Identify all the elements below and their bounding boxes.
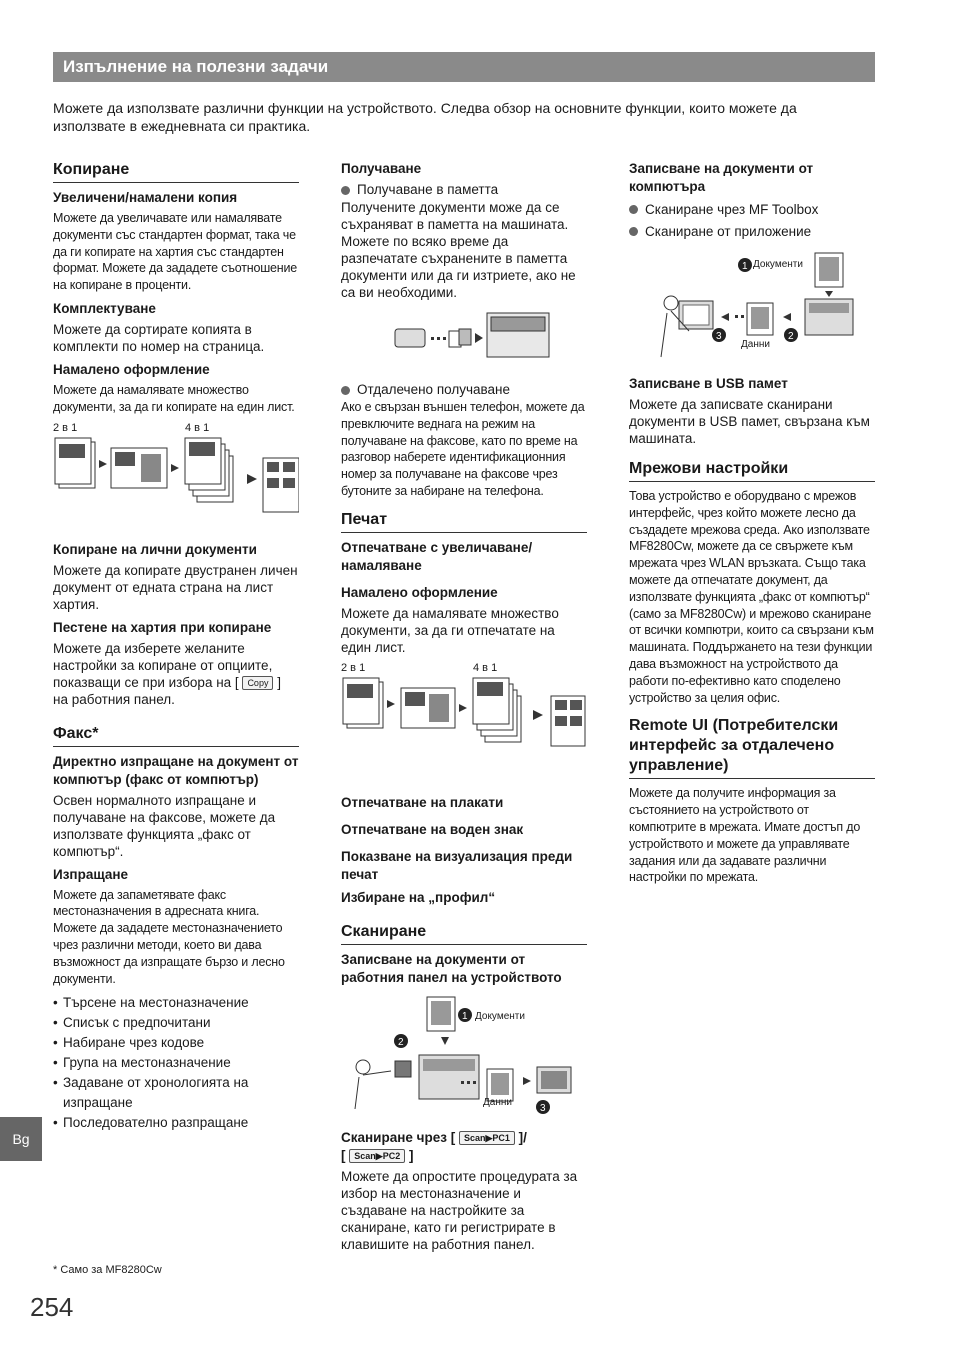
scan-heading: Сканиране xyxy=(341,922,587,945)
list-item: • Група на местоназначение xyxy=(53,1053,299,1073)
fax-pc-text: Освен нормалното изпращане и получаване на факсове, можете да използвате функцията „факс от компютър“. xyxy=(53,792,276,859)
copy-enlarge-text: Можете да увеличавате или намалявате документи със стандартен формат, така че да ги копирате на хартия със стандартен формат. Можете да зададете съотношение на копиране в проценти. xyxy=(53,211,298,293)
copy-layout-figure xyxy=(53,422,299,527)
copy-paper-heading: Пестене на хартия при копиране xyxy=(53,619,272,635)
page-number: 254 xyxy=(30,1292,74,1322)
receive-heading: Получаване xyxy=(341,161,422,176)
svg-text:3: 3 xyxy=(540,1102,546,1114)
copy-paper-text-1: Можете да изберете желаните настройки за копиране от опциите, показващи се при избора на xyxy=(53,640,273,690)
print-preview-heading: Показване на визуализация преди печат xyxy=(341,848,573,882)
receive-remote-text: Ако е свързан външен телефон, можете да превключите веднага на режим на получаване на факсове, като по време на разговор наберете идентификационния номер за получаване на факсове чрез бутоните за набиране на телефона. xyxy=(341,400,585,498)
print-layout-figure xyxy=(341,662,587,780)
remote-ui-heading: Remote UI (Потребителски интерфейс за отдалечено управление) xyxy=(629,716,875,779)
list-item: • Последователно разпращане xyxy=(53,1113,299,1133)
usb-heading: Записване в USB памет xyxy=(629,376,788,391)
fax-send-list xyxy=(53,993,299,1133)
copy-paper-text: Можете да изберете желаните настройки за копиране от опциите, показващи се при избора на [ Copy ] на работния панел. xyxy=(53,640,281,707)
scan-pc2-key: Scan▶PC2 xyxy=(349,1149,405,1163)
copy-enlarge-heading: Увеличени/намалени копия xyxy=(53,190,238,205)
list-item: • Задаване от хронологията на изпращане xyxy=(53,1073,299,1113)
fax-machine-illustration xyxy=(341,307,587,365)
copy-layout-illustration xyxy=(53,434,299,526)
remote-ui-text: Можете да получите информация за състоянието на устройството от компютрите в мрежата. Имате достъп до устройството и можете да управлявате задания или да задавате различни настройки по мрежата. xyxy=(629,786,861,885)
print-heading: Печат xyxy=(341,510,587,533)
scan-buttons-heading-4: ] xyxy=(408,1147,414,1163)
print-reduced-heading: Намалено оформление xyxy=(341,584,498,600)
scan-buttons-heading-3: [ xyxy=(341,1147,346,1163)
scan-buttons-text: Можете да опростите процедурата за избор на местоназначение и създаване на настройките за сканиране, като ги регистрирате в клавишите на работния панел. xyxy=(341,1168,578,1252)
scan-buttons-heading-2: ]/ xyxy=(518,1129,527,1145)
print-enlarge-heading: Отпечатване с увеличаване/ намаляване xyxy=(341,539,533,573)
scanpc-list xyxy=(629,199,875,243)
list-item: • Списък с предпочитани xyxy=(53,1013,299,1033)
network-heading: Мрежови настройки xyxy=(629,459,875,482)
column-2 xyxy=(341,160,587,1259)
banner-title: Изпълнение на полезни задачи xyxy=(63,57,329,76)
copy-paper-text-2: на работния панел. xyxy=(53,691,175,707)
scanpc-figure xyxy=(629,249,875,361)
print-poster-heading: Отпечатване на плакати xyxy=(341,794,504,810)
scan-fig-data-label: Данни xyxy=(483,1096,512,1108)
copy-collate-heading: Комплектуване xyxy=(53,300,156,316)
network-text: Това устройство е оборудвано с мрежов интерфейс, чрез който можете лесно да създадете мрежова среда. Ако използвате MF8280Cw, можете да се свържете към мрежата чрез WLAN връзката. Също така можете да отпечатате документ, да използвате функцията „факс от компютър“ (само за MF8280Cw) и мрежово сканиране от всички компютри, които са свързани към машината. Поддържането на тези функции дава възможност на устройството да работи по-ефективно като споделено устройство за целия офис. xyxy=(629,489,874,705)
list-item: • Набиране чрез кодове xyxy=(53,1033,299,1053)
column-3 xyxy=(629,160,875,892)
print-profile-heading: Избиране на „профил“ xyxy=(341,889,496,905)
column-1 xyxy=(53,160,299,1139)
fax-heading: Факс* xyxy=(53,724,299,747)
list-item: Сканиране чрез MF Toolbox xyxy=(629,199,875,221)
list-item: Сканиране от приложение xyxy=(629,221,875,243)
scan-fig-docs-label: Документи xyxy=(475,1010,525,1022)
intro-text: Можете да използвате различни функции на устройството. Следва обзор на основните функции, които можете да използвате в ежедневната си практика. xyxy=(53,100,797,134)
svg-text:2: 2 xyxy=(788,331,794,342)
svg-text:2: 2 xyxy=(398,1036,404,1048)
scan-buttons-heading xyxy=(341,1129,587,1165)
usb-text: Можете да записвате сканирани документи в USB памет, свързана към машината. xyxy=(629,397,870,446)
scan-panel-heading: Записване на документи от работния панел на устройството xyxy=(341,951,562,985)
section-banner xyxy=(53,52,875,82)
copy-id-text: Можете да копирате двустранен личен документ от едната страна на лист хартия. xyxy=(53,562,298,612)
fax-pc-heading: Директно изпращане на документ от компютър (факс от компютър) xyxy=(53,753,299,787)
svg-text:3: 3 xyxy=(716,331,722,342)
print-watermark-heading: Отпечатване на воден знак xyxy=(341,821,524,837)
copy-4in1-label: 4 в 1 xyxy=(185,421,210,434)
copy-key-button: Copy xyxy=(242,676,273,690)
scan-buttons-heading-1: Сканиране чрез [ xyxy=(341,1129,456,1145)
print-layout-illustration xyxy=(341,674,587,774)
scanpc-heading: Записване на документи от компютъра xyxy=(629,161,814,194)
copy-id-heading: Копиране на лични документи xyxy=(53,541,257,557)
svg-text:1: 1 xyxy=(742,261,748,272)
scanpc-fig-docs-label: Документи xyxy=(753,259,803,270)
copy-reduced-text: Можете да намалявате множество документи, за да ги копирате на един лист. xyxy=(53,382,295,414)
print-reduced-text: Можете да намалявате множество документи, за да ги отпечатате на един лист. xyxy=(341,605,559,655)
copy-collate-text: Можете да сортирате копията в комплекти по номер на страница. xyxy=(53,321,265,354)
receive-remote-item: Отдалечено получаване xyxy=(341,381,587,399)
scan-panel-figure xyxy=(341,991,587,1115)
fax-send-heading: Изпращане xyxy=(53,866,129,882)
receive-memory-text: Получените документи може да се съхраняват в паметта на машината. Можете по всяко време да разпечатате съхранените в паметта документи или да ги изтриете, ако не са ви необходими. xyxy=(341,200,576,300)
receive-memory-item: Получаване в паметта xyxy=(341,181,587,199)
list-item: • Търсене на местоназначение xyxy=(53,993,299,1013)
copy-2in1-label: 2 в 1 xyxy=(53,421,78,434)
scan-panel-illustration xyxy=(341,991,587,1115)
fax-send-text: Можете да запаметявате факс местоназначения в адресната книга. Можете да зададете местоназначението чрез различни методи, което ви дава възможност да изпращате бързо и лесно документи. xyxy=(53,887,285,986)
svg-text:1: 1 xyxy=(462,1010,468,1022)
receive-figure xyxy=(341,307,587,367)
print-2in1-label: 2 в 1 xyxy=(341,661,366,674)
copy-reduced-heading: Намалено оформление xyxy=(53,361,210,377)
footnote: * Само за MF8280Cw xyxy=(53,1264,162,1276)
scanpc-fig-data-label: Данни xyxy=(741,339,770,350)
copy-heading: Копиране xyxy=(53,160,299,183)
language-tab: Bg xyxy=(0,1117,42,1161)
scan-pc1-key: Scan▶PC1 xyxy=(459,1131,515,1145)
print-4in1-label: 4 в 1 xyxy=(473,661,498,674)
